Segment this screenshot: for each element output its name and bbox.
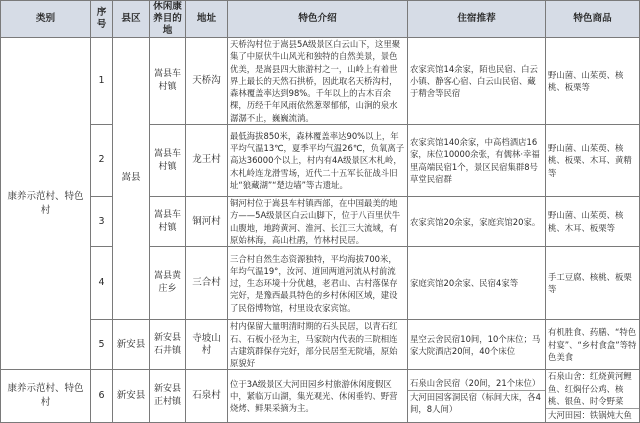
- intro-cell: 天桥沟村位于嵩县5A级景区白云山下，这里聚集了中原伏牛山风光和独特的自然美景，景色优美，是嵩县四大旅游村之一，山岭上有着世界上最长的天然石拱桥，因此取名天桥沟村，森林覆盖率达到98%。千年以上的古木百余棵，历经千年风雨依然葱翠郁郁，山涧的泉水潺潺不止，巍巍流淌。: [228, 38, 408, 125]
- town-cell: 嵩县车村镇: [150, 125, 186, 197]
- seq-cell: 6: [91, 370, 113, 422]
- lodging-cell: 农家宾馆20余家，家庭宾馆20家。: [408, 197, 546, 247]
- header-seq: 序号: [91, 1, 113, 38]
- seq-cell: 3: [91, 197, 113, 247]
- category-cell: 康养示范村、特色村: [1, 38, 91, 370]
- spot-cell: 铜河村: [186, 197, 228, 247]
- intro-cell: 最低海拔850米，森林覆盖率达90%以上，年平均气温13℃，夏季平均气温26℃，负氧离子高达36000个以上，村内有4A级景区木札岭，木札岭连龙滑雪场，近代二十五军长征战斗旧址“狼藏湖”“楚边墙”等古遗址。: [228, 125, 408, 197]
- county-cell: 新安县: [113, 320, 150, 370]
- town-cell: 新安县石井镇: [150, 320, 186, 370]
- lodging-cell: [408, 370, 546, 422]
- table-row: [1, 125, 640, 197]
- goods-cell: 野山菌、山茱萸、核桃、板栗、木耳、黄精等: [546, 125, 640, 197]
- category-cell: 康养示范村、特色村: [1, 370, 91, 422]
- lodging-line: 石泉山舍民宿（20间，21个床位）: [410, 377, 541, 388]
- lodging-cell: 家庭宾馆20余家、民宿4家等: [408, 247, 546, 320]
- lodging-cell: 星空云舍民宿10间，10个床位；马家大院酒店20间，40个床位: [408, 320, 546, 370]
- seq-cell: 5: [91, 320, 113, 370]
- table-row: [1, 370, 640, 422]
- lodging-cell: 农家宾馆14余家，陌也民宿、白云小镇、静客心宿、白云山民宿、藏于精舍等民宿: [408, 38, 546, 125]
- goods-cell: 手工豆腐、核桃、板栗等: [546, 247, 640, 320]
- goods-line: 大河田园：铁锅炖大鱼: [546, 408, 639, 421]
- header-spot: 地址: [186, 1, 228, 38]
- lodging-line: 大河田园客洞民宿（标间大床，各4间，8人间）: [408, 390, 545, 416]
- lodging-cell: 农家宾馆140余家，中高档酒店16家，床位10000余张，有儒林·幸福里高端民宿1个，景区民宿集群8号草堂民宿群: [408, 125, 546, 197]
- seq-cell: 2: [91, 125, 113, 197]
- table-row: [1, 197, 640, 247]
- goods-cell: [546, 370, 640, 422]
- goods-cell: 野山菌、山茱萸、核桃、板栗等: [546, 38, 640, 125]
- goods-line: 石泉山舍：红烧黄河鲤鱼、红焖仔公鸡、核桃、银鱼、时令野菜: [548, 371, 632, 407]
- header-county: 县区: [113, 1, 150, 38]
- intro-cell: 位于3A级景区大河田园乡村旅游休闲度假区中，紧临万山湖，集光观光、休闲垂钓、野营烧烤、鲜果采摘为主。: [228, 370, 408, 422]
- header-town: 休闲康养目的地: [150, 1, 186, 38]
- town-cell: 嵩县车村镇: [150, 38, 186, 125]
- table-row: [1, 38, 640, 125]
- intro-cell: 三合村自然生态资源独特，平均海拔700米，年均气温19°，汝河、道回两道河流从村前流过，生态环境十分优越，老君山、古村落保存完好，是豫西最具特色的乡村休闲区域，建设了民俗博物馆，村里设农家宾馆。: [228, 247, 408, 320]
- goods-cell: 有机胜食、药膳、“特色村宴”、“乡村食盒”等特色美食: [546, 320, 640, 370]
- header-goods: 特色商品: [546, 1, 640, 38]
- spot-cell: 寺坡山村: [186, 320, 228, 370]
- spot-cell: 龙王村: [186, 125, 228, 197]
- town-cell: 嵩县黄庄乡: [150, 247, 186, 320]
- spot-cell: 三合村: [186, 247, 228, 320]
- town-cell: 嵩县车村镇: [150, 197, 186, 247]
- header-intro: 特色介绍: [228, 1, 408, 38]
- intro-cell: 村内保留大量明清时期的石头民居，以青石红石、石板小径为主，马家院内代表的三院相连古建筑群保存完好，部分民居至无院墙，原始原貌好: [228, 320, 408, 370]
- intro-cell: 铜河村位于嵩县车村镇西部，在中国最美的地方——5A级景区白云山脚下，位于八百里伏牛山腹地，地跨黄河、淮河、长江三大流域，有原始林海，高山杜鹃，竹林村民居。: [228, 197, 408, 247]
- goods-cell: 野山菌、山茱萸、核桃、木耳、板栗等: [546, 197, 640, 247]
- seq-cell: 4: [91, 247, 113, 320]
- table-row: [1, 320, 640, 370]
- spot-cell: 天桥沟: [186, 38, 228, 125]
- seq-cell: 1: [91, 38, 113, 125]
- header-row: [1, 1, 640, 38]
- header-category: 类别: [1, 1, 91, 38]
- table-row: [1, 247, 640, 320]
- spot-cell: 石泉村: [186, 370, 228, 422]
- header-lodging: 住宿推荐: [408, 1, 546, 38]
- town-cell: 新安县正村镇: [150, 370, 186, 422]
- county-cell: 新安县: [113, 370, 150, 422]
- county-cell: 嵩县: [113, 38, 150, 320]
